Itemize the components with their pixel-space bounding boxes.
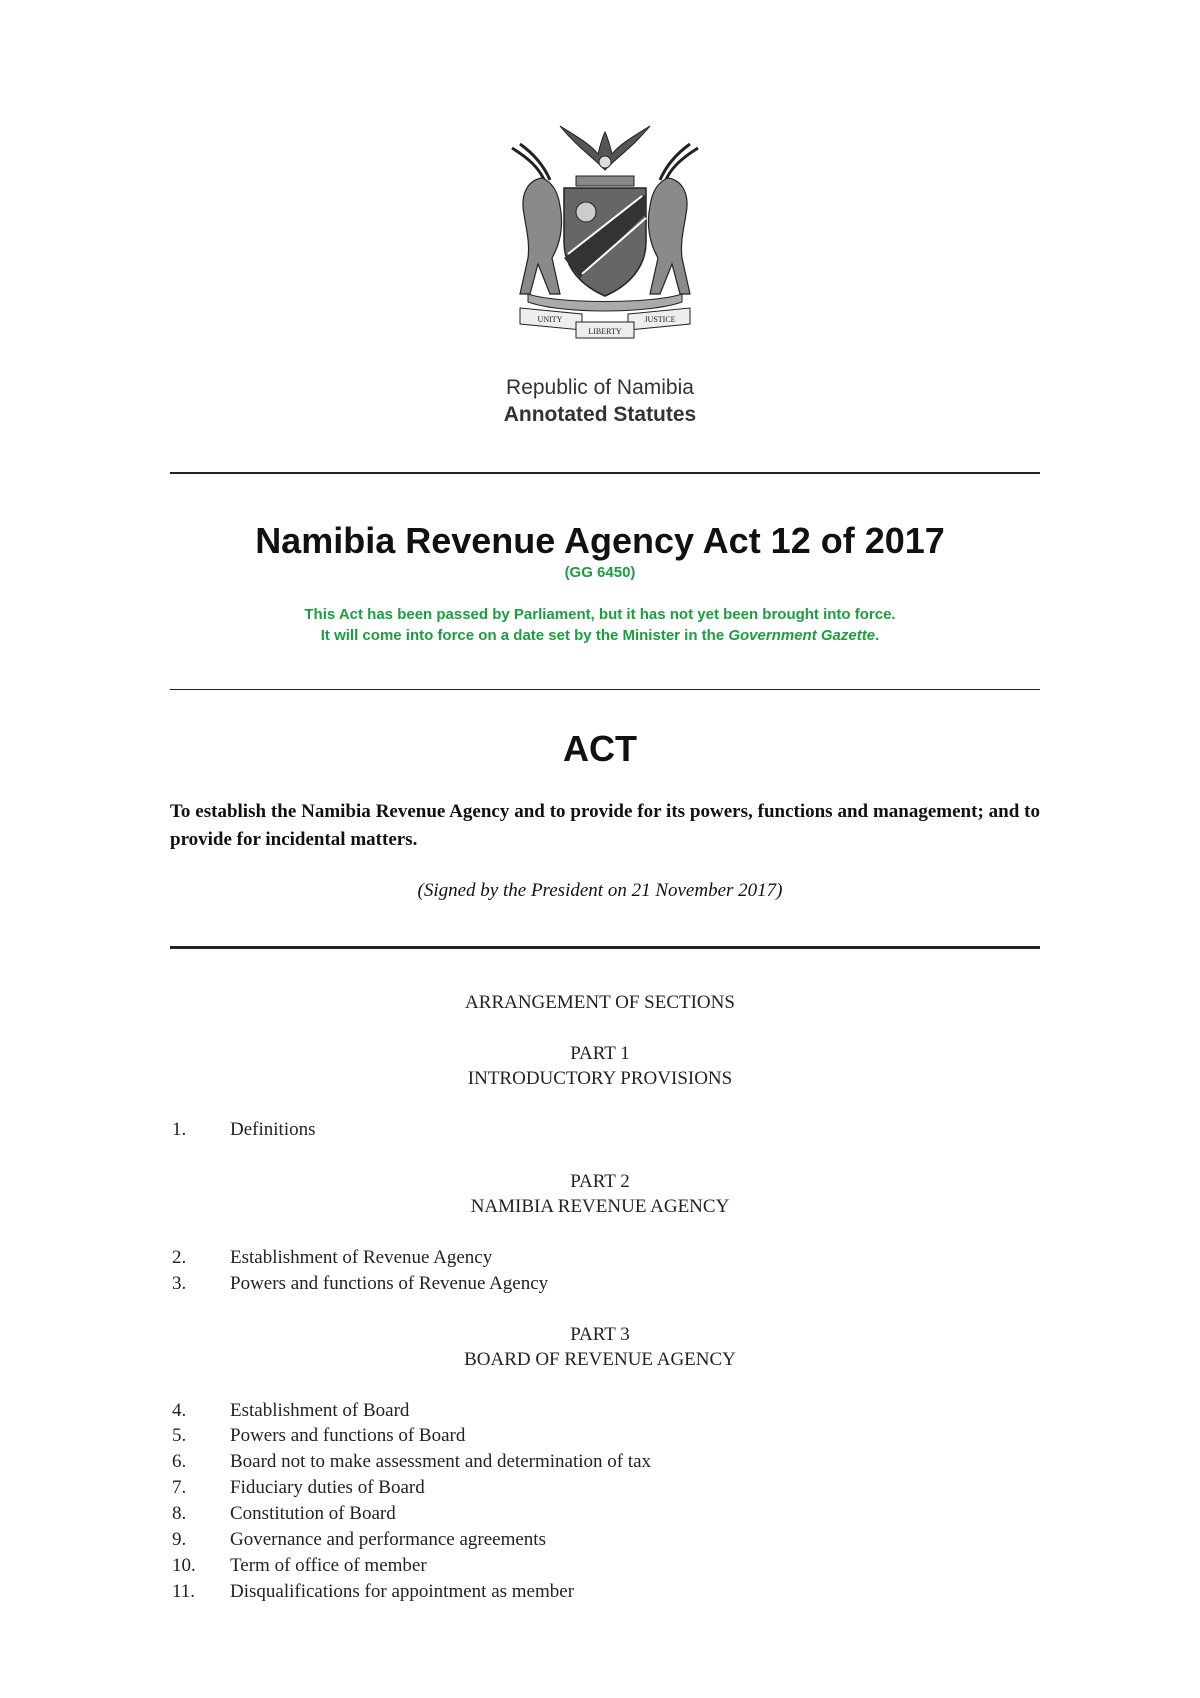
- section-title: Constitution of Board: [230, 1503, 396, 1524]
- part-label: PART 2: [570, 1171, 630, 1192]
- section-number: 4.: [172, 1400, 187, 1421]
- section-title: Powers and functions of Board: [230, 1425, 466, 1446]
- arrangement-heading: ARRANGEMENT OF SECTIONS: [465, 992, 735, 1013]
- act-title: Namibia Revenue Agency Act 12 of 2017: [255, 520, 945, 561]
- section-number: 3.: [172, 1273, 187, 1294]
- section-number: 8.: [172, 1503, 187, 1524]
- section-title: Board not to make assessment and determination of tax: [230, 1451, 652, 1472]
- gazette-reference: (GG 6450): [564, 564, 636, 581]
- section-title: Term of office of member: [230, 1555, 427, 1576]
- section-title: Governance and performance agreements: [230, 1529, 546, 1550]
- section-title: Establishment of Revenue Agency: [230, 1247, 493, 1268]
- part-label: PART 1: [570, 1043, 630, 1064]
- commencement-notice-line2: It will come into force on a date set by the Minister in the Government Gazette.: [320, 627, 880, 644]
- divider: [170, 472, 1040, 474]
- part-title: INTRODUCTORY PROVISIONS: [467, 1068, 733, 1089]
- part-title: NAMIBIA REVENUE AGENCY: [470, 1196, 730, 1217]
- divider: [170, 689, 1040, 690]
- act-heading: ACT: [563, 728, 637, 769]
- part-title: BOARD OF REVENUE AGENCY: [464, 1349, 736, 1370]
- motto-unity: UNITY: [537, 315, 563, 324]
- commencement-notice-line1: This Act has been passed by Parliament, but it has not yet been brought into force.: [304, 606, 896, 623]
- long-title: To establish the Namibia Revenue Agency and to provide for its powers, functions and management; and to provide for incidental matters.: [170, 801, 1040, 850]
- section-title: Establishment of Board: [230, 1400, 410, 1421]
- part-label: PART 3: [570, 1324, 630, 1345]
- section-number: 6.: [172, 1451, 187, 1472]
- section-number: 5.: [172, 1425, 187, 1446]
- section-number: 10.: [172, 1555, 196, 1576]
- publisher-republic: Republic of Namibia: [506, 376, 694, 399]
- section-number: 9.: [172, 1529, 187, 1550]
- motto-liberty: LIBERTY: [588, 327, 622, 336]
- section-number: 7.: [172, 1477, 187, 1498]
- section-title: Definitions: [230, 1119, 316, 1140]
- section-number: 1.: [172, 1119, 187, 1140]
- section-title: Fiduciary duties of Board: [230, 1477, 425, 1498]
- namibia-coat-of-arms-icon: [498, 118, 712, 344]
- section-number: 11.: [172, 1581, 196, 1602]
- signed-date: (Signed by the President on 21 November 2017): [417, 880, 783, 901]
- section-number: 2.: [172, 1247, 187, 1268]
- section-title: Disqualifications for appointment as member: [230, 1581, 575, 1602]
- motto-justice: JUSTICE: [644, 315, 676, 324]
- section-title: Powers and functions of Revenue Agency: [230, 1273, 549, 1294]
- divider: [170, 946, 1040, 949]
- publisher-series: Annotated Statutes: [503, 403, 697, 426]
